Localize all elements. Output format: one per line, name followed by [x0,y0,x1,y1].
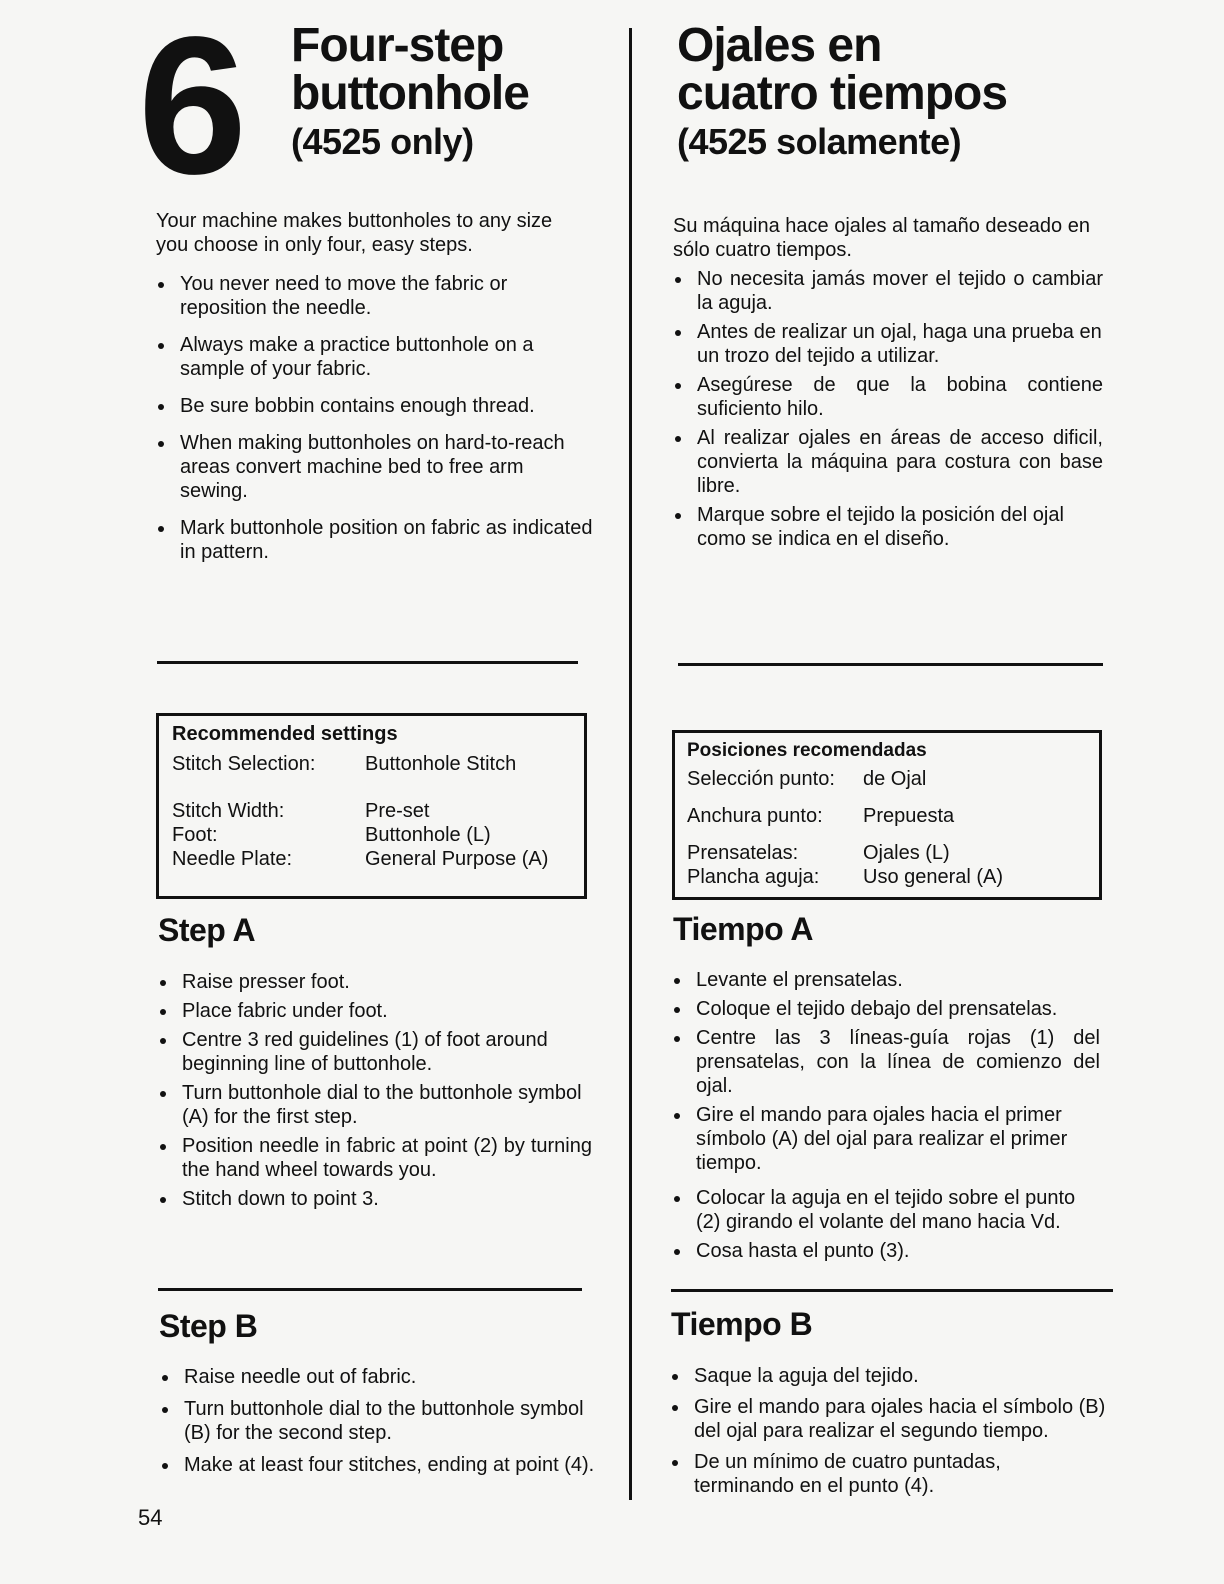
step-a-heading-en: Step A [158,912,256,948]
rule-en-1 [157,661,578,664]
settings-label: Plancha aguja: [687,866,820,888]
list-item: Make at least four stitches, ending at point (4). [160,1453,620,1477]
list-item: Asegúrese de que la bobina contiene suficiento hilo. [673,373,1103,421]
step-b-bullets-es [670,1364,1120,1498]
step-b-heading-es: Tiempo B [671,1306,813,1342]
list-item: Position needle in fabric at point (2) by turning the hand wheel towards you. [158,1134,592,1182]
settings-label: Needle Plate: [172,848,293,870]
list-item: You never need to move the fabric or reposition the needle. [156,272,596,320]
settings-row [172,847,572,871]
settings-box-es [672,730,1102,900]
title-en-line2: buttonhole [291,67,529,120]
settings-label: Prensatelas: [687,842,799,864]
settings-label: Anchura punto: [687,805,823,827]
list-item: Centre las 3 líneas-guía rojas (1) del prensatelas, con la línea de comienzo del ojal. [672,1026,1100,1098]
title-es-line2: cuatro tiempos [677,67,1008,120]
title-es-line1: Ojales en [677,19,882,72]
settings-value: de Ojal [863,768,927,790]
subtitle-es: (4525 solamente) [677,121,962,162]
settings-value: Buttonhole Stitch [365,753,517,775]
list-item: Gire el mando para ojales hacia el símbolo (B) del ojal para realizar el segundo tiempo. [670,1395,1120,1443]
title-en-line1: Four-step [291,19,504,72]
step-b-bullets-en [160,1365,620,1477]
list-item: Always make a practice buttonhole on a sample of your fabric. [156,333,596,381]
intro-es: Su máquina hace ojales al tamaño deseado en sólo cuatro tiempos. [673,215,1090,261]
list-item: Raise needle out of fabric. [160,1365,620,1389]
settings-row [172,823,572,847]
settings-value: Pre-set [365,800,430,822]
step-a-bullets-en [158,970,603,1211]
rule-es-2 [671,1289,1113,1292]
list-item: Stitch down to point 3. [158,1187,603,1211]
settings-row [172,752,572,776]
list-item: Saque la aguja del tejido. [670,1364,1120,1388]
list-item: Levante el prensatelas. [672,968,1100,992]
column-divider [629,28,632,1500]
step-a-heading-es: Tiempo A [673,911,814,947]
title-en [291,19,529,162]
step-b-heading-en: Step B [159,1308,258,1344]
list-item: Marque sobre el tejido la posición del ojal como se indica en el diseño. [673,503,1103,551]
bullets-en [156,272,596,564]
settings-row [687,804,1087,828]
title-es [677,19,1008,162]
list-item: Al realizar ojales en áreas de acceso dificil, convierta la máquina para costura con base libre. [673,426,1103,498]
list-item: Gire el mando para ojales hacia el primer símbolo (A) del ojal para realizar el primer tiempo. [672,1103,1096,1175]
list-item: Centre 3 red guidelines (1) of foot around beginning line of buttonhole. [158,1028,592,1076]
rule-es-1 [678,663,1103,666]
list-item: Turn buttonhole dial to the buttonhole symbol (A) for the first step. [158,1081,603,1129]
list-item: Turn buttonhole dial to the buttonhole symbol (B) for the second step. [160,1397,614,1445]
settings-label: Stitch Width: [172,800,285,822]
settings-value: Prepuesta [863,805,955,827]
list-item: Be sure bobbin contains enough thread. [156,394,596,418]
settings-label: Selección punto: [687,768,835,790]
settings-value: General Purpose (A) [365,848,549,870]
settings-row [687,865,1087,889]
settings-box-en [156,713,587,899]
list-item: Cosa hasta el punto (3). [672,1239,1100,1263]
chapter-number: 6 [138,0,244,215]
intro-en: Your machine makes buttonholes to any size you choose in only four, easy steps. [156,210,553,256]
list-item: Antes de realizar un ojal, haga una prueba en un trozo del tejido a utilizar. [673,320,1103,368]
list-item: Colocar la aguja en el tejido sobre el punto (2) girando el volante del mano hacia Vd. [672,1186,1100,1234]
list-item: Raise presser foot. [158,970,603,994]
list-item: When making buttonholes on hard-to-reach areas convert machine bed to free arm sewing. [156,431,580,503]
settings-heading-es: Posiciones recomendadas [687,740,927,761]
settings-value: Buttonhole (L) [365,824,491,846]
list-item: No necesita jamás mover el tejido o cambiar la aguja. [673,267,1103,315]
page-number: 54 [138,1505,163,1530]
bullets-es [673,267,1103,551]
step-a-bullets-es [672,968,1100,1263]
settings-label: Stitch Selection: [172,753,316,775]
list-item: De un mínimo de cuatro puntadas, terminando en el punto (4). [670,1450,1054,1498]
settings-value: Ojales (L) [863,842,950,864]
list-item: Coloque el tejido debajo del prensatelas. [672,997,1100,1021]
list-item: Mark buttonhole position on fabric as indicated in pattern. [156,516,596,564]
settings-row [687,767,1087,791]
settings-row [687,841,1087,865]
rule-en-2 [158,1288,582,1291]
settings-label: Foot: [172,824,218,846]
subtitle-en: (4525 only) [291,121,474,162]
settings-row [172,799,572,823]
settings-heading-en: Recommended settings [172,723,398,745]
list-item: Place fabric under foot. [158,999,603,1023]
settings-value: Uso general (A) [863,866,1004,888]
